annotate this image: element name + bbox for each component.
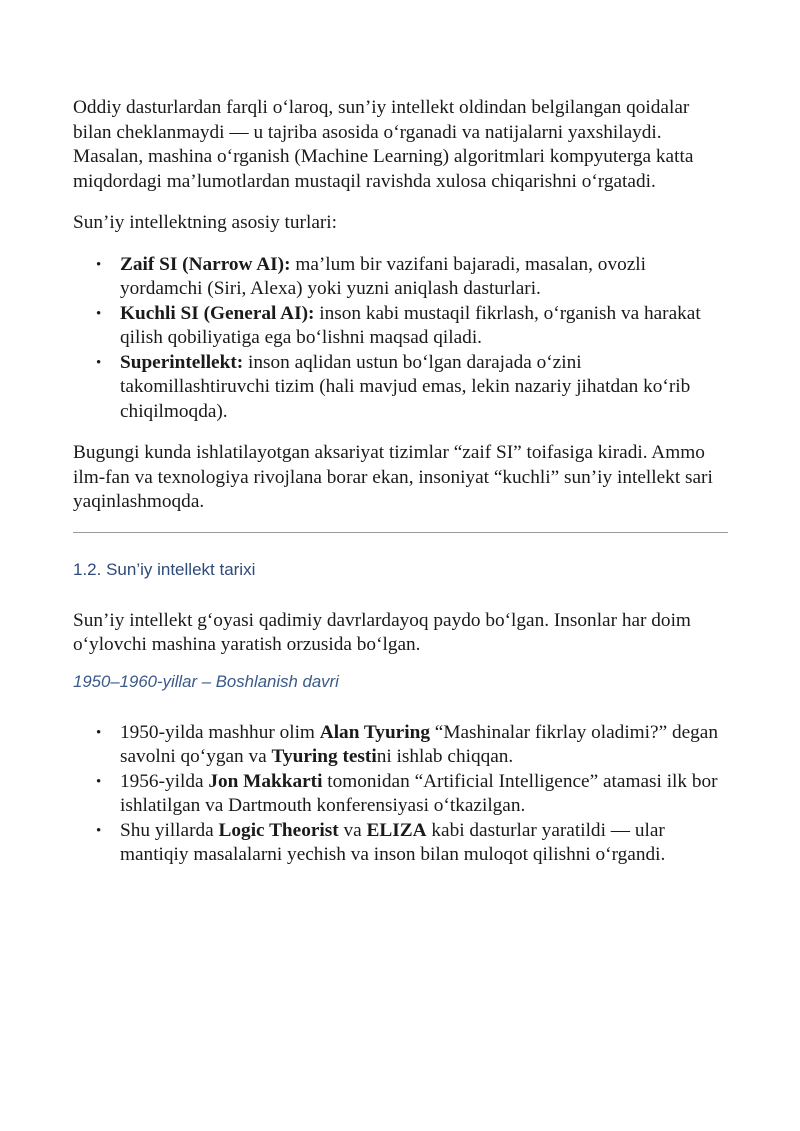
list-item-term: Zaif SI (Narrow AI): xyxy=(120,253,291,275)
list-item xyxy=(73,351,728,425)
text-run: “Mashinalar fikrlay oladimi?” degan savolni qo‘ygan va xyxy=(120,721,719,767)
history-intro-paragraph: Sun’iy intellekt g‘oyasi qadimiy davrlardayoq paydo bo‘lgan. Insonlar har doim o‘ylovchi mashina yaratish orzusida bo‘lgan. xyxy=(73,609,691,655)
list-item-text: inson aqlidan ustun bo‘lgan darajada o‘zini takomillashtiruvchi tizim (hali mavjud emas, lekin nazariy jihatdan ko‘rib chiqilmoqda). xyxy=(120,351,691,422)
bullet-icon: • xyxy=(96,256,102,273)
text-run: tomonidan “Artificial Intelligence” atamasi ilk bor ishlatilgan va Dartmouth konferensiyasi o‘tkazilgan. xyxy=(120,770,718,816)
bold-name: Alan Tyuring xyxy=(319,721,430,743)
list-item xyxy=(73,253,728,302)
text-run: va xyxy=(338,819,367,841)
text-run: ni ishlab chiqqan. xyxy=(376,746,514,767)
bullet-icon: • xyxy=(96,822,102,839)
bullet-icon: • xyxy=(96,724,102,741)
text-run: Shu yillarda xyxy=(120,819,219,841)
bullet-icon: • xyxy=(96,354,102,371)
text-run: kabi dasturlar yaratildi — ular mantiqiy masalalarni yechish va inson bilan muloqot qilishni o‘rgandi. xyxy=(120,819,666,865)
bullet-icon: • xyxy=(96,305,102,322)
horizontal-divider xyxy=(73,532,728,533)
bold-program-name: ELIZA xyxy=(366,819,427,841)
bold-term: Tyuring testi xyxy=(271,746,377,767)
period-subheading: 1950–1960-yillar – Boshlanish davri xyxy=(73,671,339,691)
list-item-term: Superintellekt: xyxy=(120,351,244,373)
list-item xyxy=(73,770,728,819)
summary-paragraph: Bugungi kunda ishlatilayotgan aksariyat tizimlar “zaif SI” toifasiga kiradi. Ammo ilm-fan va texnologiya rivojlana borar ekan, insoniyat “kuchli” sun’iy intellekt sari yaqinlashmoqda. xyxy=(73,442,713,512)
list-item xyxy=(73,819,728,868)
bold-name: Jon Makkarti xyxy=(208,770,323,792)
bullet-icon: • xyxy=(96,773,102,790)
list-item xyxy=(73,721,728,770)
intro-paragraph: Oddiy dasturlardan farqli o‘laroq, sun’iy intellekt oldindan belgilangan qoidalar bilan cheklanmaydi — u tajriba asosida o‘rganadi va natijalarni yaxshilaydi. Masalan, mashina o‘rganish (Machine Learning) algoritmlari kompyuterga katta miqdordagi ma’lumotlardan mustaqil ravishda xulosa chiqarishni o‘rgatadi. xyxy=(73,97,694,192)
text-run: 1956-yilda xyxy=(120,770,209,792)
history-list xyxy=(73,721,728,868)
section-heading: 1.2. Sun’iy intellekt tarixi xyxy=(73,559,256,579)
text-run: 1950-yilda mashhur olim xyxy=(120,721,320,743)
document-page xyxy=(73,96,728,868)
list-item-term: Kuchli SI (General AI): xyxy=(120,302,315,324)
types-intro-paragraph: Sun’iy intellektning asosiy turlari: xyxy=(73,212,338,233)
list-item-text: inson kabi mustaqil fikrlash, o‘rganish va harakat qilish qobiliyatiga ega bo‘lishni maqsad qiladi. xyxy=(120,302,701,348)
list-item-text: ma’lum bir vazifani bajaradi, masalan, ovozli yordamchi (Siri, Alexa) yoki yuzni aniqlash dasturlari. xyxy=(120,253,646,299)
ai-types-list xyxy=(73,253,728,425)
list-item xyxy=(73,302,728,351)
bold-program-name: Logic Theorist xyxy=(218,819,339,841)
